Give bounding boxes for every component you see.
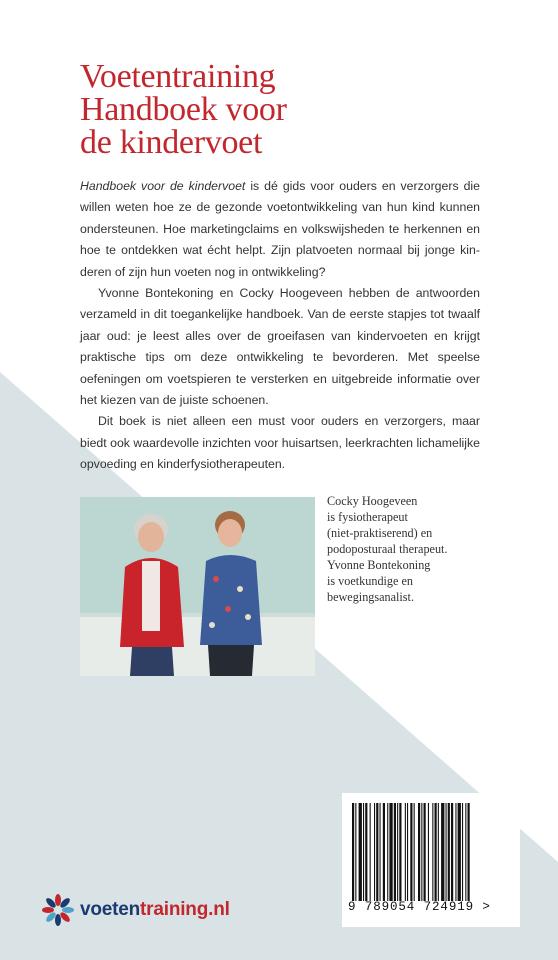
barcode-bar xyxy=(465,803,466,901)
barcode-bar xyxy=(387,803,388,901)
barcode-bar xyxy=(410,803,412,901)
caption-line: is voetkundige en xyxy=(327,574,413,588)
barcode-bar xyxy=(446,803,447,901)
blurb-paragraph-3: Dit boek is niet alleen een must voor ouders en verzorgers, maar biedt ook waardevolle inzichten voor huisartsen, leerkrachten lichamelijke opvoeding en kinderfysiotherapeuten. xyxy=(80,414,480,472)
barcode-bar xyxy=(438,803,439,901)
barcode-bar xyxy=(389,803,392,901)
blurb-text xyxy=(80,176,480,476)
book-title xyxy=(80,60,287,159)
logo-text-part2: training.nl xyxy=(140,899,230,920)
barcode-bar xyxy=(432,803,433,901)
barcode-bar xyxy=(435,803,437,901)
barcode-bar xyxy=(394,803,396,901)
barcode-bar xyxy=(414,803,415,901)
caption-line: is fysiotherapeut xyxy=(327,510,408,524)
barcode-bar xyxy=(352,803,354,901)
barcode-bar xyxy=(355,803,356,901)
barcode-bar xyxy=(428,803,429,901)
title-line-1: Voetentraining xyxy=(80,58,276,95)
caption-line: Yvonne Bontekoning xyxy=(327,558,431,572)
logo-wordmark xyxy=(80,899,230,921)
barcode-bar xyxy=(424,803,426,901)
barcode-bar xyxy=(399,803,401,901)
caption-line: bewegingsanalist. xyxy=(327,590,414,604)
barcode-bar xyxy=(407,803,408,901)
caption-line: Cocky Hoogeveen xyxy=(327,494,418,508)
barcode-bar xyxy=(370,803,371,901)
isbn-number: 9 789054 724919 > xyxy=(348,900,491,914)
authors-caption xyxy=(327,493,487,605)
logo-text-part1: voeten xyxy=(80,899,141,920)
barcode-bars xyxy=(350,803,516,901)
barcode-bar xyxy=(365,803,367,901)
barcode-bar xyxy=(359,803,362,901)
barcode-bar xyxy=(405,803,406,901)
barcode-bar xyxy=(418,803,420,901)
caption-line: podoposturaal therapeut. xyxy=(327,542,448,556)
barcode-bar xyxy=(421,803,422,901)
barcode-bar xyxy=(468,803,470,901)
barcode-bar xyxy=(455,803,456,901)
barcode-bar xyxy=(458,803,461,901)
barcode-bar xyxy=(397,803,398,901)
foot-flower-icon xyxy=(40,892,76,928)
blurb-paragraph-1-rest: is dé gids voor ouders en verzorgers die willen weten hoe ze de gezonde voetontwikkeling van hun kind kunnen ondersteunen. Hoe marketingclaims en volkswijsheden te herkennen en hoe te ontdekken wat écht helpt. Zijn platvoeten normaal bij jonge kinderen of zijn hun voeten nog in ontwikkeling? xyxy=(80,179,480,279)
title-line-3: de kindervoet xyxy=(80,124,263,161)
barcode-bar xyxy=(376,803,378,901)
caption-line: (niet-praktiserend) en xyxy=(327,526,433,540)
authors-photo xyxy=(80,497,315,676)
barcode-bar xyxy=(380,803,381,901)
barcode-bar xyxy=(462,803,463,901)
blurb-paragraph-1 xyxy=(80,176,480,283)
book-name-italic: Handboek voor de kindervoet xyxy=(80,179,246,193)
barcode-bar xyxy=(363,803,364,901)
blurb-paragraph-2: Yvonne Bontekoning en Cocky Hoogeveen hebben de antwoorden verzameld in dit toegankelijke handboek. Van de eerste stapjes tot twaalf jaar oud: je leest alles over de groeifasen van kindervoeten en krijgt praktische tips om deze ontwikkeling te bevorderen. Met speelse oefeningen om voetspieren te versterken en uitgebreide informatie over het kiezen van de juiste schoenen. xyxy=(80,286,480,408)
isbn-barcode xyxy=(342,793,520,927)
barcode-bar xyxy=(451,803,453,901)
barcode-bar xyxy=(448,803,450,901)
barcode-bar xyxy=(441,803,444,901)
title-line-2: Handboek voor xyxy=(80,91,287,128)
barcode-bar xyxy=(374,803,375,901)
barcode-bar xyxy=(383,803,385,901)
publisher-logo xyxy=(40,890,230,930)
